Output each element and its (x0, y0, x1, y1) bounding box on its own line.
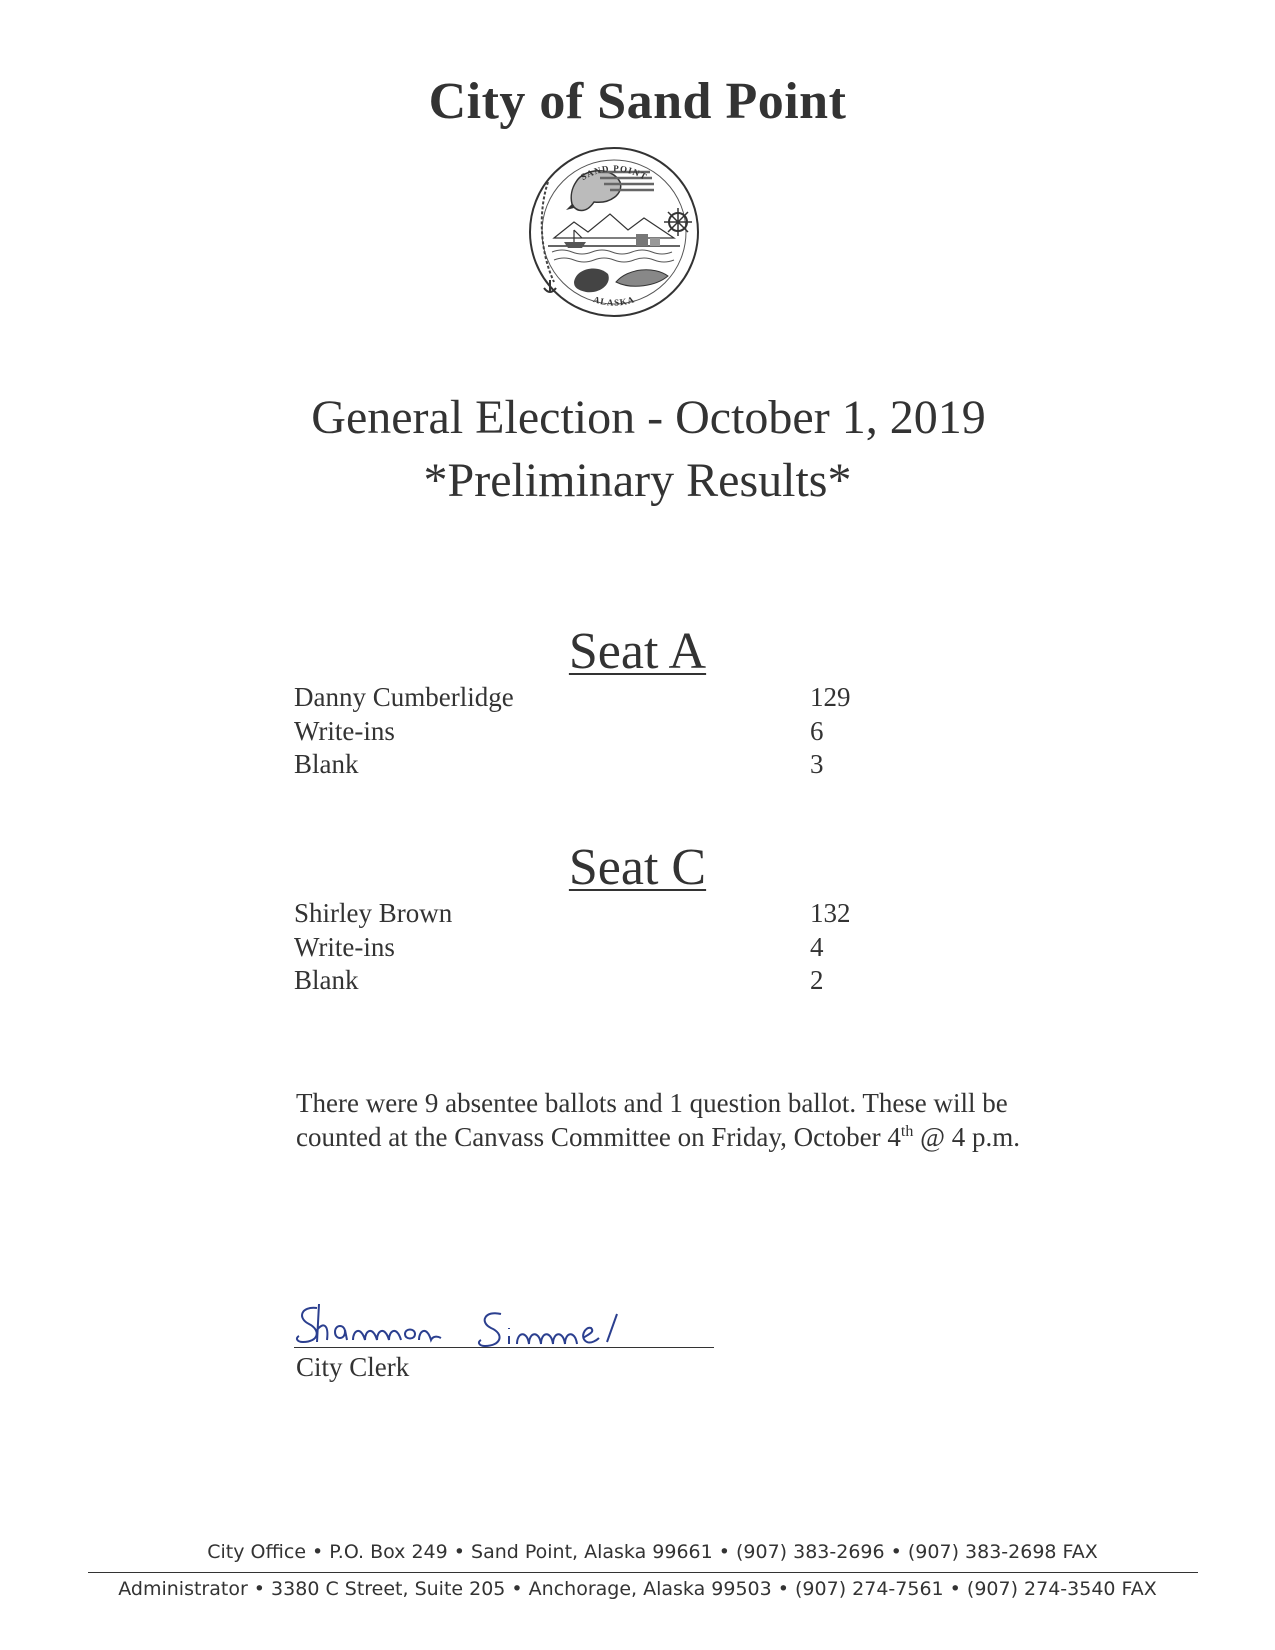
result-row (294, 715, 894, 749)
footer-divider (88, 1572, 1198, 1573)
vote-count: 3 (810, 749, 824, 779)
note-line-2 (296, 1120, 1096, 1154)
seat-c-results (294, 897, 894, 998)
note-ordinal-suffix: th (900, 1123, 914, 1140)
vote-count: 2 (810, 965, 824, 995)
result-row (294, 748, 894, 782)
note-line-2-text: counted at the Canvass Committee on Friday, October 4 (296, 1122, 901, 1152)
handwritten-signature (295, 1296, 635, 1352)
vote-count: 129 (810, 682, 851, 712)
seat-a-heading (0, 622, 1275, 681)
vote-count: 4 (810, 931, 824, 962)
signature-line (294, 1347, 714, 1348)
note-line-2-tail: @ 4 p.m. (913, 1122, 1020, 1152)
footer-city-office: City Office • P.O. Box 249 • Sand Point, Alaska 99661 • (907) 383-2696 • (907) 383-2698 FAX (207, 1541, 1098, 1563)
absentee-note (296, 1086, 1096, 1154)
candidate-name: Blank (294, 749, 359, 779)
result-row (294, 897, 894, 931)
candidate-name: Blank (294, 965, 359, 995)
election-subtitle: *Preliminary Results* (423, 454, 852, 507)
note-line-1: There were 9 absentee ballots and 1 question ballot. These will be (296, 1088, 1008, 1118)
election-title: General Election - October 1, 2019 (311, 391, 986, 444)
candidate-name: Write-ins (294, 931, 395, 962)
vote-count: 132 (810, 898, 851, 928)
result-row (294, 931, 894, 965)
candidate-name: Shirley Brown (294, 898, 453, 928)
city-seal-logo (524, 142, 704, 322)
result-row (294, 964, 894, 998)
footer-administrator: Administrator • 3380 C Street, Suite 205 • Anchorage, Alaska 99503 • (907) 274-7561 • (907) 274-3540 FAX (118, 1578, 1157, 1600)
seal-top-text: SAND POINT (578, 163, 649, 183)
vote-count: 6 (810, 715, 824, 746)
seat-c-heading (0, 838, 1275, 897)
candidate-name: Write-ins (294, 715, 395, 746)
result-row (294, 681, 894, 715)
seat-a-heading-text: Seat A (568, 623, 707, 680)
org-title: City of Sand Point (428, 73, 847, 130)
seat-c-heading-text: Seat C (568, 839, 707, 896)
seat-a-results (294, 681, 894, 782)
svg-text:ALASKA (592, 294, 636, 308)
candidate-name: Danny Cumberlidge (294, 682, 514, 712)
signer-title: City Clerk (296, 1352, 410, 1382)
seal-bottom-text: ALASKA (592, 294, 636, 308)
